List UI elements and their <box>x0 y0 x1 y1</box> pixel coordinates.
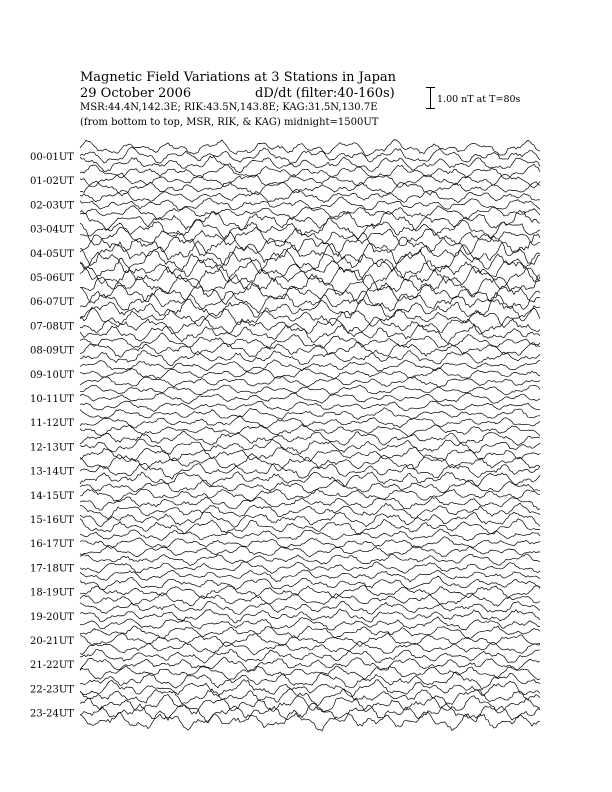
trace-msr <box>80 408 540 420</box>
hour-label: 19-20UT <box>30 611 74 623</box>
trace-kag <box>80 593 540 606</box>
trace-rik <box>80 173 540 188</box>
trace-kag <box>80 570 540 582</box>
hour-label: 08-09UT <box>30 345 74 357</box>
trace-kag <box>80 376 540 387</box>
trace-rik <box>80 562 540 574</box>
hour-label: 04-05UT <box>30 248 74 260</box>
hour-label: 10-11UT <box>30 394 74 405</box>
trace-kag <box>80 299 540 321</box>
trace-rik <box>80 464 540 480</box>
trace-rik <box>80 609 540 623</box>
trace-rik <box>80 657 540 671</box>
order-note: (from bottom to top, MSR, RIK, & KAG) midnight=1500UT <box>80 117 379 128</box>
trace-msr <box>80 503 540 519</box>
trace-msr <box>80 672 540 690</box>
hour-label: 17-18UT <box>30 563 74 575</box>
hour-label: 06-07UT <box>30 297 74 309</box>
chart-title: Magnetic Field Variations at 3 Stations in Japan <box>80 70 397 85</box>
trace-kag <box>80 425 540 437</box>
trace-kag <box>80 497 540 510</box>
hour-label: 15-16UT <box>30 515 74 526</box>
hour-label: 21-22UT <box>30 660 74 672</box>
trace-rik <box>80 439 540 454</box>
hour-label: 22-23UT <box>30 684 74 696</box>
trace-kag <box>80 401 540 411</box>
trace-msr <box>80 189 540 202</box>
trace-msr <box>80 164 540 179</box>
trace-rik <box>80 342 540 357</box>
trace-rik <box>80 147 540 163</box>
trace-kag <box>80 710 540 731</box>
trace-rik <box>80 633 540 647</box>
hour-label: 20-21UT <box>30 636 74 647</box>
trace-kag <box>80 324 540 344</box>
hour-label: 12-13UT <box>30 442 74 454</box>
trace-kag <box>80 472 540 487</box>
trace-msr <box>80 360 540 372</box>
trace-msr <box>80 140 540 156</box>
trace-rik <box>80 703 540 723</box>
trace-kag <box>80 519 540 535</box>
trace-rik <box>80 537 540 548</box>
mode-label: dD/dt (filter:40-160s) <box>255 86 395 101</box>
trace-msr <box>80 601 540 614</box>
trace-kag <box>80 666 540 680</box>
trace-rik <box>80 416 540 427</box>
hour-label: 13-14UT <box>30 466 74 478</box>
hour-label: 05-06UT <box>30 273 74 284</box>
trace-rik <box>80 680 540 697</box>
hour-label: 16-17UT <box>30 539 74 551</box>
hour-label: 00-01UT <box>30 152 74 163</box>
trace-kag <box>80 351 540 366</box>
hour-label: 23-24UT <box>30 708 74 720</box>
trace-kag <box>80 545 540 556</box>
hour-label: 03-04UT <box>30 224 74 236</box>
hour-label: 14-15UT <box>30 490 74 502</box>
trace-kag <box>80 274 540 297</box>
hour-label: 01-02UT <box>30 176 74 188</box>
hour-label: 09-10UT <box>30 369 74 381</box>
trace-kag <box>80 181 540 196</box>
hour-label: 07-08UT <box>30 321 74 333</box>
stations-info: MSR:44.4N,142.3E; RIK:43.5N,143.8E; KAG:31.5N,130.7E <box>80 102 378 113</box>
trace-kag <box>80 206 540 219</box>
hour-label: 11-12UT <box>30 418 74 430</box>
trace-rik <box>80 512 540 528</box>
scale-label: 1.00 nT at T=80s <box>437 94 521 105</box>
trace-msr <box>80 626 540 639</box>
trace-rik <box>80 317 540 335</box>
date-label: 29 October 2006 <box>80 86 192 101</box>
hour-label: 18-19UT <box>30 587 74 599</box>
trace-rik <box>80 218 540 240</box>
trace-msr <box>80 576 540 590</box>
trace-kag <box>80 617 540 630</box>
trace-rik <box>80 393 540 404</box>
trace-msr <box>80 210 540 230</box>
trace-msr <box>80 554 540 566</box>
trace-msr <box>80 385 540 395</box>
hour-label: 02-03UT <box>30 200 74 212</box>
